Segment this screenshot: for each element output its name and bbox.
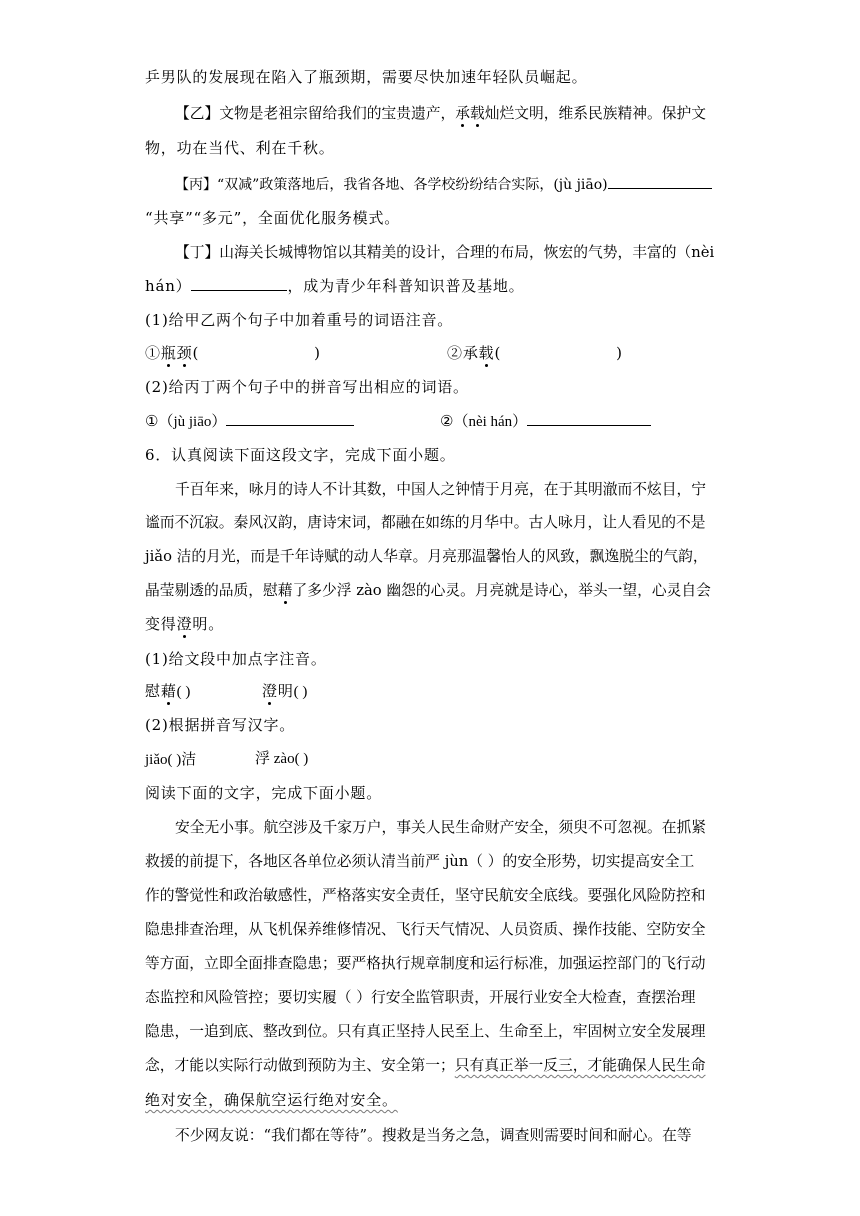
answer-space[interactable]: ( ) xyxy=(293,684,308,700)
yi-sentence-line1: 【乙】文物是老祖宗留给我们的宝贵遗产，承载灿烂文明，维系民族精神。保护文 xyxy=(175,105,706,122)
answer-blank[interactable] xyxy=(226,411,354,426)
question-6-heading: 6．认真阅读下面这段文字，完成下面小题。 xyxy=(145,446,456,464)
answer-blank[interactable] xyxy=(191,276,287,291)
question-5-2: (2)给丙丁两个句子中的拼音写出相应的词语。 xyxy=(145,378,469,396)
bing-sentence-line2: “共享”“多元”，全面优化服务模式。 xyxy=(145,209,401,227)
passage-6-line4: 晶莹剔透的品质，慰藉了多少浮 zào 幽怨的心灵。月亮就是诗心，举头一望，心灵自会 xyxy=(145,582,711,599)
question-7-heading: 阅读下面的文字，完成下面小题。 xyxy=(145,784,383,802)
question-6-1-items: 慰藉( ) 澄明( ) xyxy=(145,682,308,700)
passage-6-line1: 千百年来，咏月的诗人不计其数，中国人之钟情于月亮，在于其明澈而不炫目，宁 xyxy=(175,481,706,498)
passage-7-line5: 等方面，立即全面排查隐患；要严格执行规章制度和运行标准，加强运控部门的飞行动 xyxy=(145,955,706,972)
wavy-underlined-sentence: 只有真正举一反三，才能确保人民生命 xyxy=(454,1057,706,1074)
passage-6-line5: 变得澄明。 xyxy=(145,615,225,633)
bing-sentence-line1: 【丙】“双减”政策落地后，我省各地、各学校纷纷结合实际，(jù jiāo) xyxy=(175,174,717,195)
passage-6-line3: jiǎo 洁的月光，而是千年诗赋的动人华章。月亮那温馨怡人的风致，飘逸脱尘的气韵， xyxy=(145,548,708,565)
yi-sentence-line2: 物，功在当代、利在千秋。 xyxy=(145,139,335,157)
answer-space[interactable]: 浮 zào( ) xyxy=(255,751,309,767)
answer-space[interactable]: ( ) xyxy=(176,684,191,700)
passage-6-line2: 谧而不沉寂。秦风汉韵，唐诗宋词，都融在如练的月华中。古人咏月，让人看见的不是 xyxy=(145,514,706,531)
passage-7-line3: 作的警觉性和政治敏感性，严格落实安全责任，坚守民航安全底线。要强化风险防控和 xyxy=(145,887,706,904)
ding-sentence-line1: 【丁】山海关长城博物馆以其精美的设计，合理的布局，恢宏的气势，丰富的（nèi xyxy=(175,244,715,261)
question-5-1-items: ①瓶颈( ) ②承载( ) xyxy=(145,344,623,362)
passage-7-line1: 安全无小事。航空涉及千家万户，事关人民生命财产安全，须臾不可忽视。在抓紧 xyxy=(175,819,706,836)
question-6-1: (1)给文段中加点字注音。 xyxy=(145,650,327,668)
passage-7-line6: 态监控和风险管控；要切实履（ ）行安全监管职责，开展行业安全大检查，查摆治理 xyxy=(145,989,696,1006)
answer-blank[interactable] xyxy=(608,174,712,189)
question-6-2-items xyxy=(145,749,717,770)
ding-sentence-line2: hán） ，成为青少年科普知识普及基地。 xyxy=(145,277,525,295)
question-5-1: (1)给甲乙两个句子中加着重号的词语注音。 xyxy=(145,311,454,329)
passage-7-line2: 救援的前提下，各地区各单位必须认清当前严 jùn（ ）的安全形势，切实提高安全工 xyxy=(145,853,695,870)
answer-space[interactable]: jiǎo( )洁 xyxy=(145,752,197,768)
passage-7-line4: 隐患排查治理，从飞机保养维修情况、飞行天气情况、人员资质、操作技能、空防安全 xyxy=(145,921,706,938)
passage-7-line10: 不少网友说：“我们都在等待”。搜救是当务之急，调查则需要时间和耐心。在等 xyxy=(175,1127,692,1144)
question-6-2: (2)根据拼音写汉字。 xyxy=(145,716,296,734)
jia-sentence-end: 乒男队的发展现在陷入了瓶颈期，需要尽快加速年轻队员崛起。 xyxy=(145,68,588,86)
question-5-2-items: ①（jù jiāo） ②（nèi hán） xyxy=(145,411,717,432)
passage-7-line8: 念，才能以实际行动做到预防为主、安全第一；只有真正举一反三，才能确保人民生命 xyxy=(145,1057,706,1074)
passage-7-line7: 隐患，一追到底、整改到位。只有真正坚持人民至上、生命至上，牢固树立安全发展理 xyxy=(145,1023,706,1040)
passage-7-line9: 绝对安全，确保航空运行绝对安全。 xyxy=(145,1091,398,1109)
answer-blank[interactable] xyxy=(527,411,651,426)
